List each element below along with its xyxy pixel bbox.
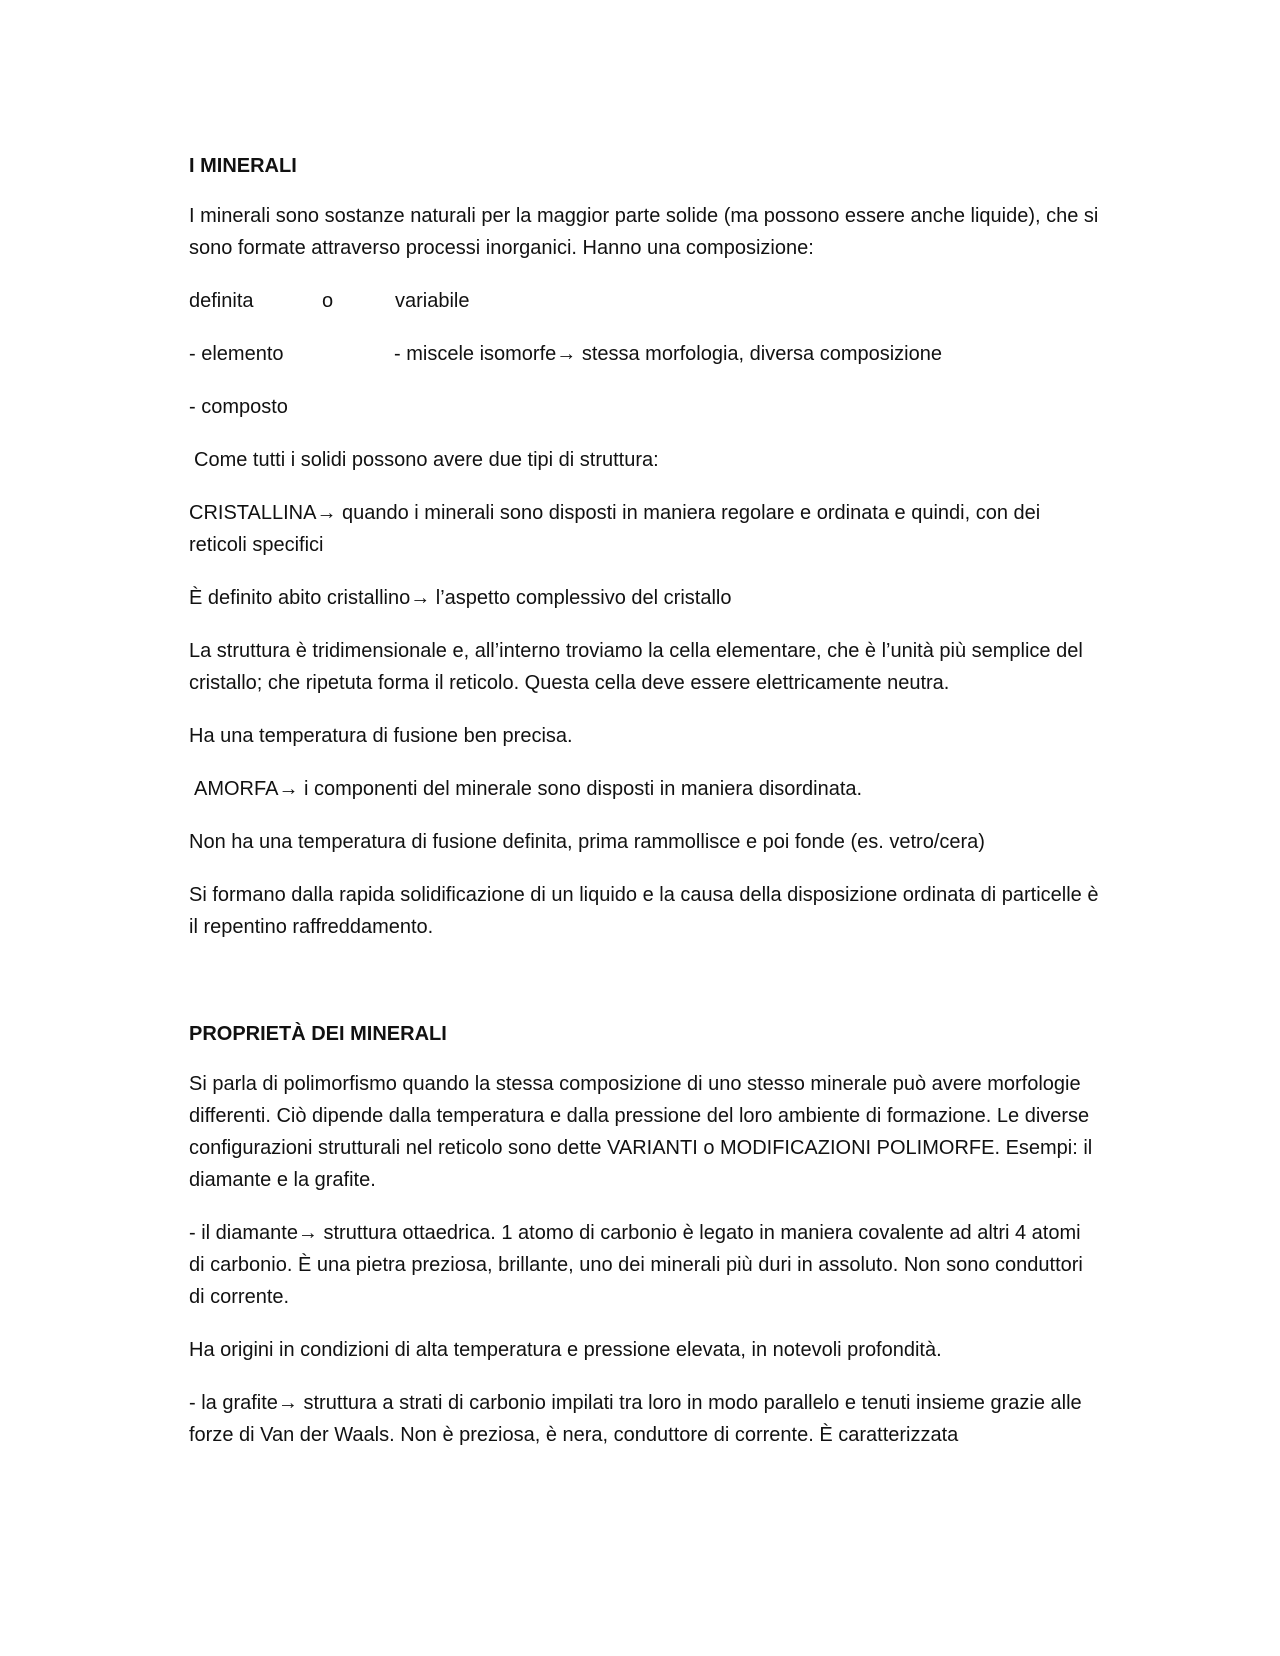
section-title-proprieta: PROPRIETÀ DEI MINERALI [189, 1023, 447, 1045]
composition-element: - elemento [189, 343, 284, 365]
paragraph-structures-intro: Come tutti i solidi possono avere due tipi di struttura: [194, 449, 659, 471]
paragraph-crystalline: CRISTALLINA→ quando i minerali sono disposti in maniera regolare e ordinata e quindi, con dei reticoli specifici [189, 502, 1041, 556]
paragraph-polymorphism: Si parla di polimorfismo quando la stessa composizione di uno stesso minerale può avere morfologie differenti. Ciò dipende dalla temperatura e dalla pressione del loro ambiente di formazione. Le diverse configurazioni strutturali nel reticolo sono dette VARIANTI o MODIFICAZIONI POLIMORFE. Esempi: il diamante e la grafite. [189, 1073, 1093, 1191]
paragraph-diamond-origin: Ha origini in condizioni di alta temperatura e pressione elevata, in notevoli profondità. [189, 1339, 942, 1361]
composition-or: o [322, 290, 334, 312]
paragraph-habit: È definito abito cristallino→ l’aspetto complessivo del cristallo [189, 587, 732, 609]
paragraph-structure: La struttura è tridimensionale e, all’interno troviamo la cella elementare, che è l’unità più semplice del cristallo; che ripetuta forma il reticolo. Questa cella deve essere elettricamente neutra. [189, 640, 1083, 694]
section-spacer [189, 964, 1099, 1018]
paragraph-graphite: - la grafite→ struttura a strati di carbonio impilati tra loro in modo parallelo e tenuti insieme grazie alle forze di Van der Waals. Non è preziosa, è nera, conduttore di corrente. È caratterizzata [189, 1392, 1082, 1446]
paragraph-amorphous: AMORFA→ i componenti del minerale sono disposti in maniera disordinata. [194, 778, 863, 800]
composition-variable: variabile [395, 290, 470, 312]
composition-mixtures: - miscele isomorfe→ stessa morfologia, diversa composizione [394, 343, 942, 365]
document-body [189, 150, 1099, 1472]
paragraph-no-melting: Non ha una temperatura di fusione definita, prima rammollisce e poi fonde (es. vetro/cera) [189, 831, 985, 853]
section-title-minerali: I MINERALI [189, 155, 297, 177]
paragraph-intro: I minerali sono sostanze naturali per la maggior parte solide (ma possono essere anche liquide), che si sono formate attraverso processi inorganici. Hanno una composizione: [189, 205, 1099, 259]
composition-row-element [189, 338, 1099, 370]
paragraph-melting: Ha una temperatura di fusione ben precisa. [189, 725, 573, 747]
paragraph-formation: Si formano dalla rapida solidificazione di un liquido e la causa della disposizione ordinata di particelle è il repentino raffreddamento. [189, 884, 1099, 938]
composition-header-row [189, 285, 1099, 317]
composition-compound: - composto [189, 396, 288, 418]
composition-defined: definita [189, 290, 254, 312]
paragraph-diamond: - il diamante→ struttura ottaedrica. 1 atomo di carbonio è legato in maniera covalente ad altri 4 atomi di carbonio. È una pietra preziosa, brillante, uno dei minerali più duri in assoluto. Non sono conduttori di corrente. [189, 1222, 1083, 1308]
